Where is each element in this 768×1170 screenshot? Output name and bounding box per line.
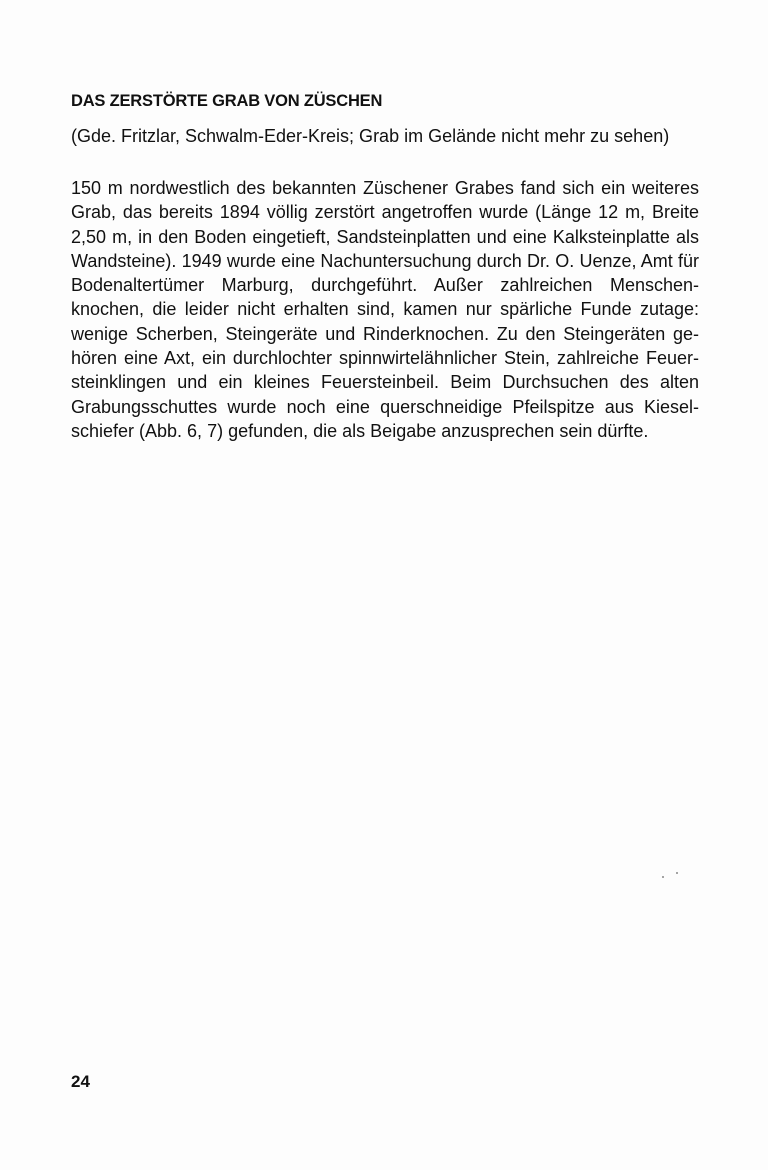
body-line: Bodenaltertümer Marburg, durchgeführt. Außer zahlreichen Menschen-	[71, 275, 699, 296]
body-line: 2,50 m, in den Boden eingetieft, Sandsteinplatten und eine Kalksteinplatte als	[71, 226, 699, 247]
scan-speck	[676, 872, 678, 874]
body-line: Wandsteine). 1949 wurde eine Nachuntersuchung durch Dr. O. Uenze, Amt für	[71, 250, 699, 271]
body-paragraph	[71, 176, 699, 443]
body-line: hören eine Axt, ein durchlochter spinnwirtelähnlicher Stein, zahlreiche Feuer-	[71, 348, 699, 369]
location-subheading: (Gde. Fritzlar, Schwalm-Eder-Kreis; Grab im Gelände nicht mehr zu sehen)	[71, 126, 670, 146]
body-line: schiefer (Abb. 6, 7) gefunden, die als Beigabe anzusprechen sein dürfte.	[71, 420, 649, 441]
body-line: steinklingen und ein kleines Feuersteinbeil. Beim Durchsuchen des alten	[71, 372, 699, 393]
body-line: wenige Scherben, Steingeräte und Rinderknochen. Zu den Steingeräten ge-	[71, 323, 699, 344]
section-heading: DAS ZERSTÖRTE GRAB VON ZÜSCHEN	[71, 92, 383, 110]
body-line: Grab, das bereits 1894 völlig zerstört angetroffen wurde (Länge 12 m, Breite	[71, 202, 699, 223]
scan-speck	[662, 876, 664, 878]
body-line: Grabungsschuttes wurde noch eine querschneidige Pfeilspitze aus Kiesel-	[71, 396, 699, 417]
body-line: knochen, die leider nicht erhalten sind, kamen nur spärliche Funde zutage:	[71, 299, 699, 320]
body-line: 150 m nordwestlich des bekannten Züschener Grabes fand sich ein weiteres	[71, 178, 699, 198]
page-number: 24	[71, 1072, 90, 1091]
